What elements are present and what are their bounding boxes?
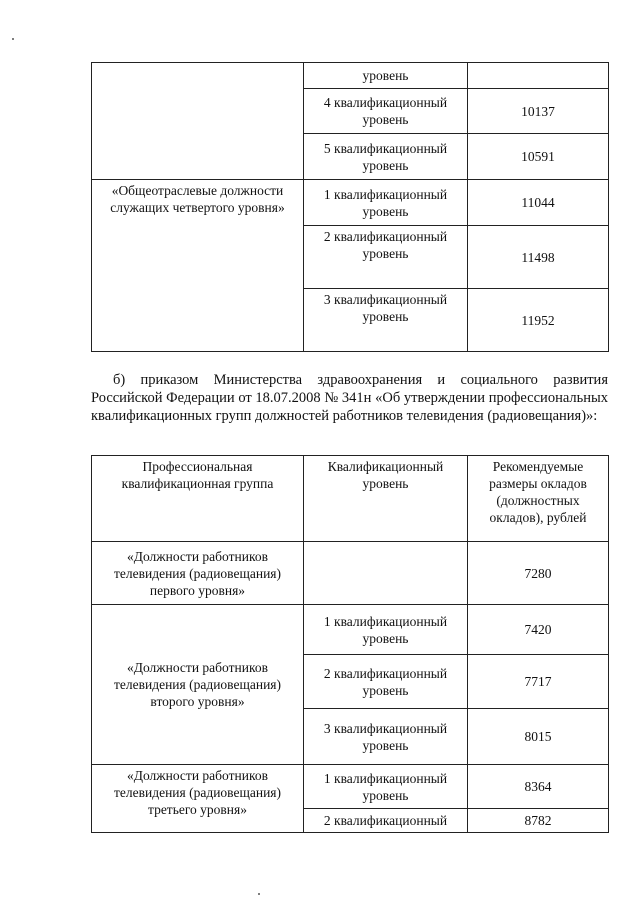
group-cell: «Общеотраслевые должности служащих четвертого уровня» (92, 180, 304, 352)
salary-cell: 11498 (468, 226, 609, 289)
salary-cell: 11952 (468, 289, 609, 352)
salary-cell: 8782 (468, 809, 609, 833)
salary-cell: 11044 (468, 180, 609, 226)
level-cell: 4 квалификационный уровень (304, 89, 468, 134)
salary-cell: 10591 (468, 134, 609, 180)
salary-cell: 7280 (468, 542, 609, 605)
group-cell-empty (92, 63, 304, 180)
level-cell: 2 квалификационный уровень (304, 226, 468, 289)
header-group: Профессиональная квалификационная группа (92, 456, 304, 542)
level-cell: 5 квалификационный уровень (304, 134, 468, 180)
scan-speck (12, 38, 14, 40)
group-cell: «Должности работников телевидения (радиовещания) третьего уровня» (92, 765, 304, 833)
level-cell: 1 квалификационный уровень (304, 605, 468, 655)
header-level: Квалификационный уровень (304, 456, 468, 542)
scan-speck (258, 893, 260, 895)
level-cell-empty (304, 542, 468, 605)
tv-salary-table (91, 455, 609, 833)
level-cell: 3 квалификационный уровень (304, 709, 468, 765)
level-cell: 3 квалификационный уровень (304, 289, 468, 352)
salary-table-continued (91, 62, 609, 352)
group-cell: «Должности работников телевидения (радиовещания) первого уровня» (92, 542, 304, 605)
group-cell: «Должности работников телевидения (радиовещания) второго уровня» (92, 605, 304, 765)
salary-cell: 8364 (468, 765, 609, 809)
order-paragraph: б) приказом Министерства здравоохранения и социального развития Российской Федерации от 18.07.2008 № 341н «Об утверждении профессиональных квалификационных групп должностей работников телевидения (радиовещания)»: (91, 372, 608, 424)
level-cell: 1 квалификационный уровень (304, 180, 468, 226)
salary-cell: 7420 (468, 605, 609, 655)
level-cell: 2 квалификационный уровень (304, 655, 468, 709)
salary-cell (468, 63, 609, 89)
salary-cell: 8015 (468, 709, 609, 765)
salary-cell: 7717 (468, 655, 609, 709)
level-cell: 2 квалификационный (304, 809, 468, 833)
header-salary: Рекомендуемые размеры окладов (должностных окладов), рублей (468, 456, 609, 542)
salary-cell: 10137 (468, 89, 609, 134)
level-cell: уровень (304, 63, 468, 89)
level-cell: 1 квалификационный уровень (304, 765, 468, 809)
